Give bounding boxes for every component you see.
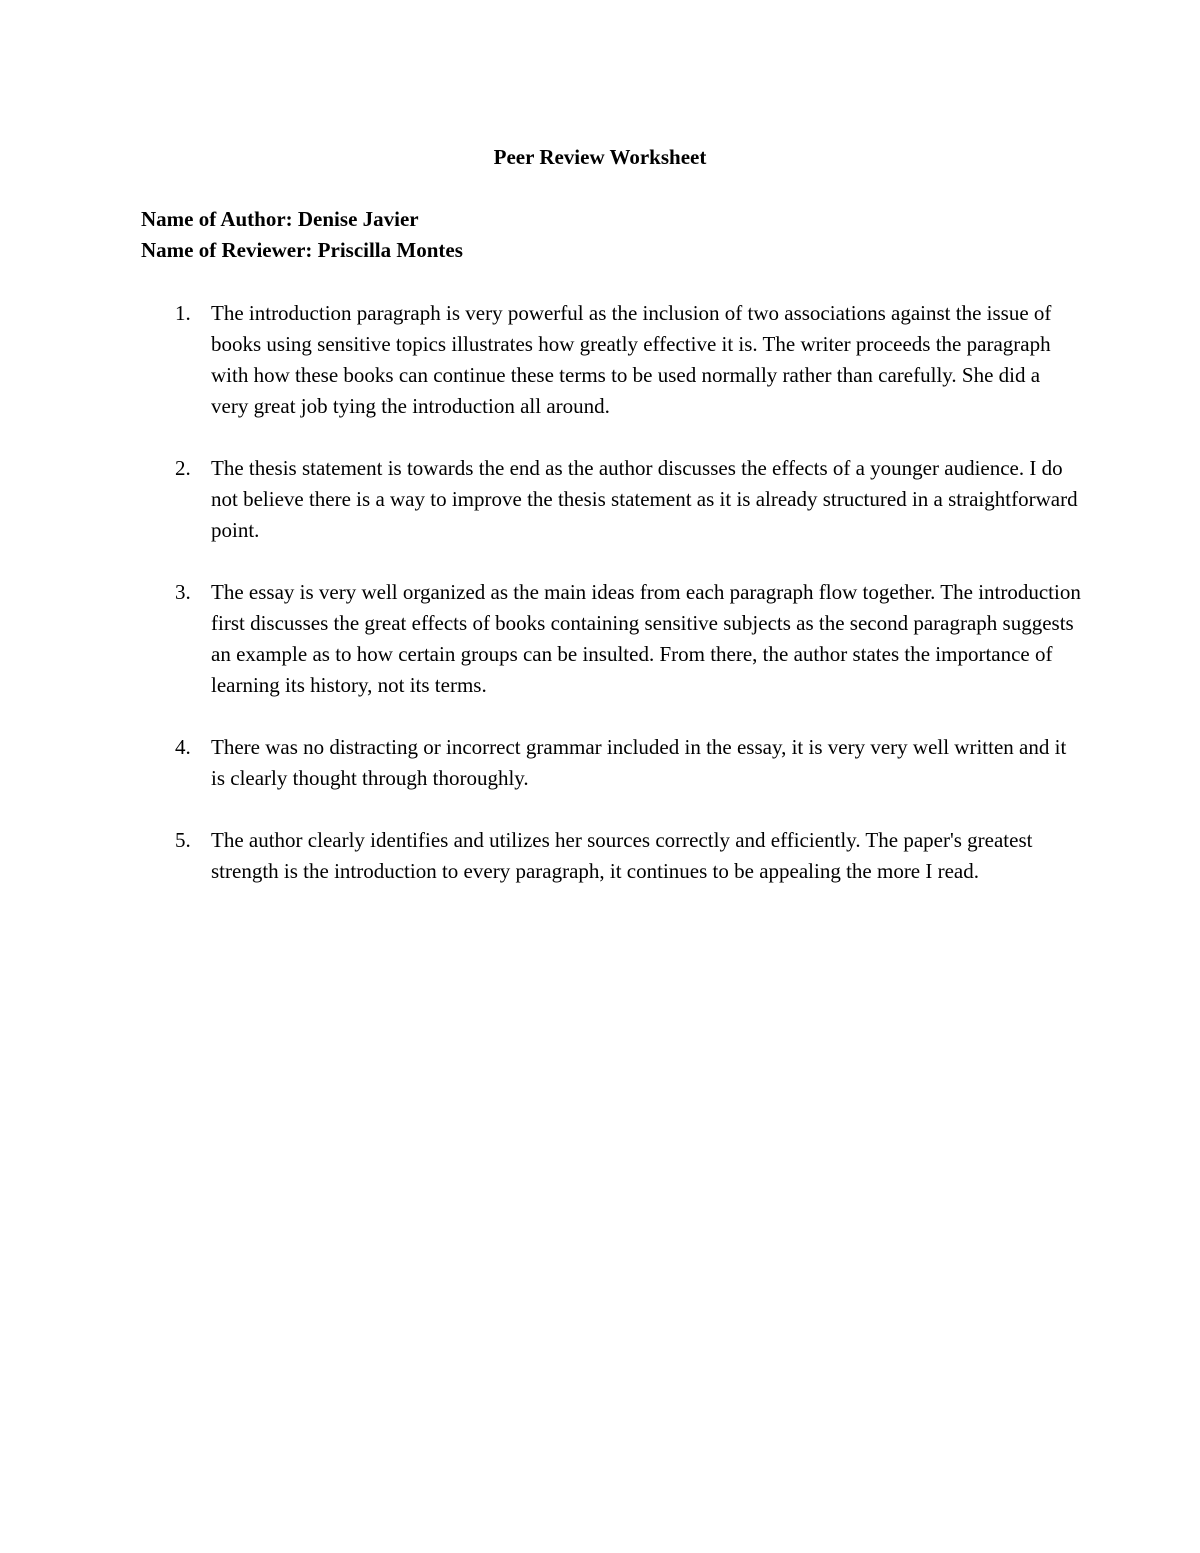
author-name-line: Name of Author: Denise Javier: [141, 207, 419, 231]
document-title: Peer Review Worksheet: [493, 145, 707, 169]
review-list: [0, 298, 1200, 918]
review-item-4: [0, 732, 1200, 794]
review-item-3: [0, 577, 1200, 701]
review-item-text: There was no distracting or incorrect grammar included in the essay, it is very very well written and it is clearly thought through thoroughly.: [211, 735, 1067, 790]
review-item-number: 5.: [175, 828, 191, 852]
review-item-number: 4.: [175, 735, 191, 759]
review-item-number: 2.: [175, 456, 191, 480]
review-item-text: The thesis statement is towards the end as the author discusses the effects of a younger audience. I do not believe there is a way to improve the thesis statement as it is already structured in a straightforward point.: [211, 456, 1078, 542]
review-item-number: 3.: [175, 580, 191, 604]
review-item-5: [0, 825, 1200, 887]
review-item-2: [0, 453, 1200, 546]
document-metadata: [141, 204, 463, 266]
review-item-1: [0, 298, 1200, 422]
review-item-number: 1.: [175, 301, 191, 325]
review-item-text: The essay is very well organized as the main ideas from each paragraph flow together. The introduction first discusses the great effects of books containing sensitive subjects as the second paragraph suggests an example as to how certain groups can be insulted. From there, the author states the importance of learning its history, not its terms.: [211, 580, 1081, 697]
reviewer-name-line: Name of Reviewer: Priscilla Montes: [141, 238, 463, 262]
review-item-text: The author clearly identifies and utilizes her sources correctly and efficiently. The paper's greatest strength is the introduction to every paragraph, it continues to be appealing the more I read.: [211, 828, 1033, 883]
review-item-text: The introduction paragraph is very powerful as the inclusion of two associations against the issue of books using sensitive topics illustrates how greatly effective it is. The writer proceeds the paragraph with how these books can continue these terms to be used normally rather than carefully. She did a very great job tying the introduction all around.: [211, 301, 1052, 418]
